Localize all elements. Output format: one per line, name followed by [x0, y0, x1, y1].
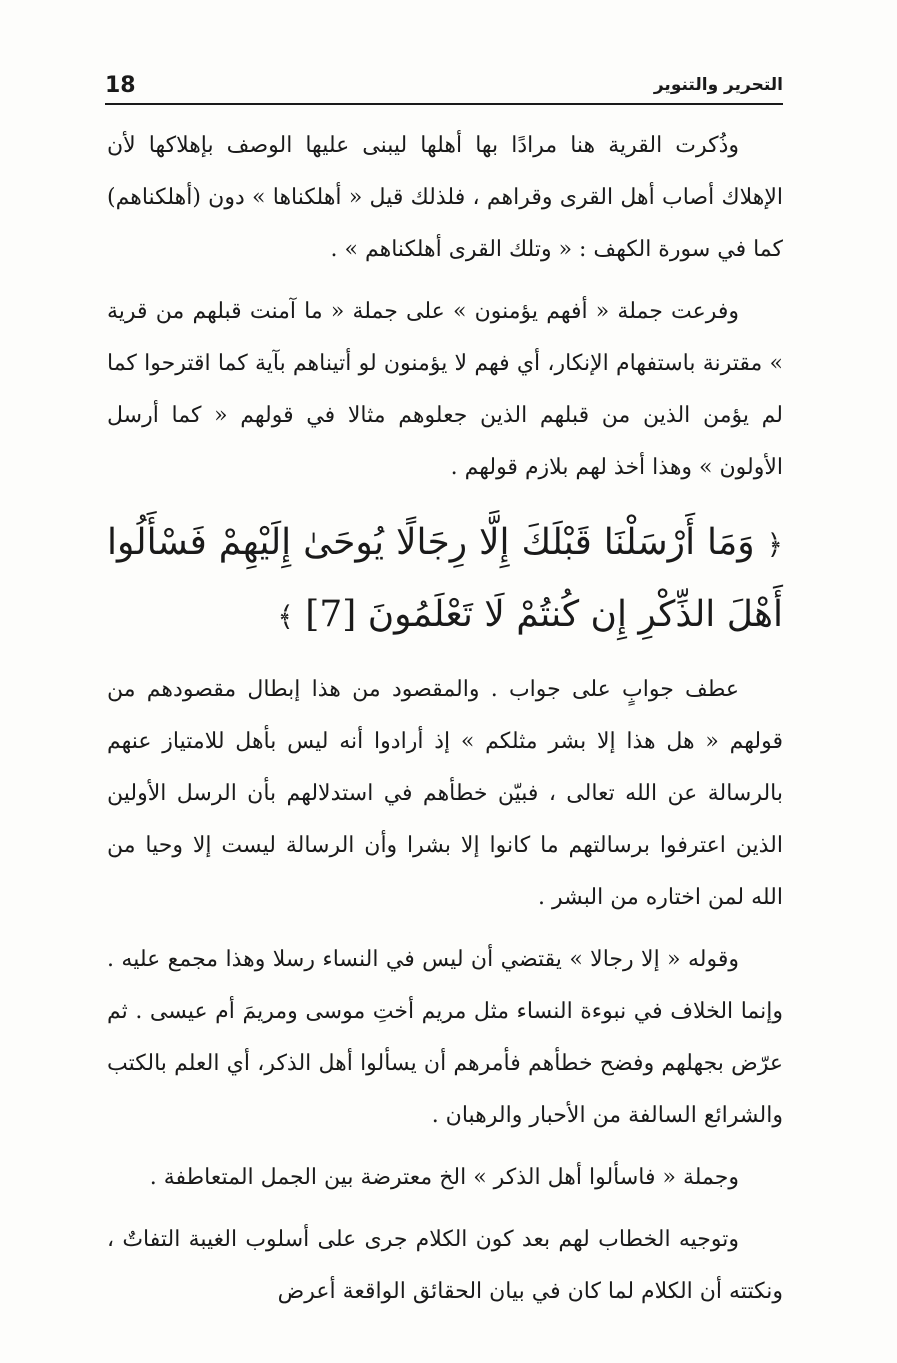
verse-close-bracket: ﴾	[277, 600, 294, 633]
header-divider	[105, 103, 783, 105]
paragraph-6: وتوجيه الخطاب لهم بعد كون الكلام جرى على أسلوب الغيبة التفاتٌ ، ونكتته أن الكلام لما كان في بيان الحقائق الواقعة أعرض	[107, 1227, 783, 1304]
paragraph-1: وذُكرت القرية هنا مرادًا بها أهلها ليبنى عليها الوصف بإهلاكها لأن الإهلاك أصاب أهل القرى وقراهم ، فلذلك قيل « أهلكناها » دون (أهلكناهم) كما في سورة الكهف : « وتلك القرى أهلكناهم » .	[107, 133, 783, 262]
paragraph-5: وجملة « فاسألوا أهل الذكر » الخ معترضة بين الجمل المتعاطفة .	[149, 1165, 739, 1190]
quran-verse	[107, 508, 783, 652]
paragraph-3: عطف جوابٍ على جواب . والمقصود من هذا إبطال مقصودهم من قولهم « هل هذا إلا بشر مثلكم » إذ أرادوا أنه ليس بأهل للامتياز عنهم بالرسالة عن الله تعالى ، فبيّن خطأهم في استدلالهم بأن الرسل الأولين الذين اعترفوا برسالتهم ما كانوا إلا بشرا وأن الرسالة ليست إلا وحيا من الله لمن اختاره من البشر .	[107, 677, 783, 910]
page-body	[107, 120, 783, 1318]
running-title: التحرير والتنوير	[653, 75, 783, 95]
verse-open-bracket: ﴿	[766, 528, 783, 561]
paragraph-4: وقوله « إلا رجالا » يقتضي أن ليس في النساء رسلا وهذا مجمع عليه . وإنما الخلاف في نبوءة النساء مثل مريم أختِ موسى ومريمَ أم عيسى . ثم عرّض بجهلهم وفضح خطأهم فأمرهم أن يسألوا أهل الذكر، أي العلم بالكتب والشرائع السالفة من الأحبار والرهبان .	[107, 947, 783, 1128]
verse-text: وَمَا أَرْسَلْنَا قَبْلَكَ إِلَّا رِجَالًا يُوحَىٰ إِلَيْهِمْ فَسْأَلُوا أَهْلَ الذِّكْرِ إِن كُنتُمْ لَا تَعْلَمُونَ [7]	[107, 522, 783, 635]
paragraph-2: وفرعت جملة « أفهم يؤمنون » على جملة « ما آمنت قبلهم من قرية » مقترنة باستفهام الإنكار، أي فهم لا يؤمنون لو أتيناهم بآية كما اقترحوا كما لم يؤمن الذين من قبلهم الذين جعلوهم مثالا في قولهم « كما أرسل الأولون » وهذا أخذ لهم بلازم قولهم .	[107, 299, 783, 480]
page-number: 18	[105, 72, 136, 98]
page-header	[105, 70, 783, 100]
